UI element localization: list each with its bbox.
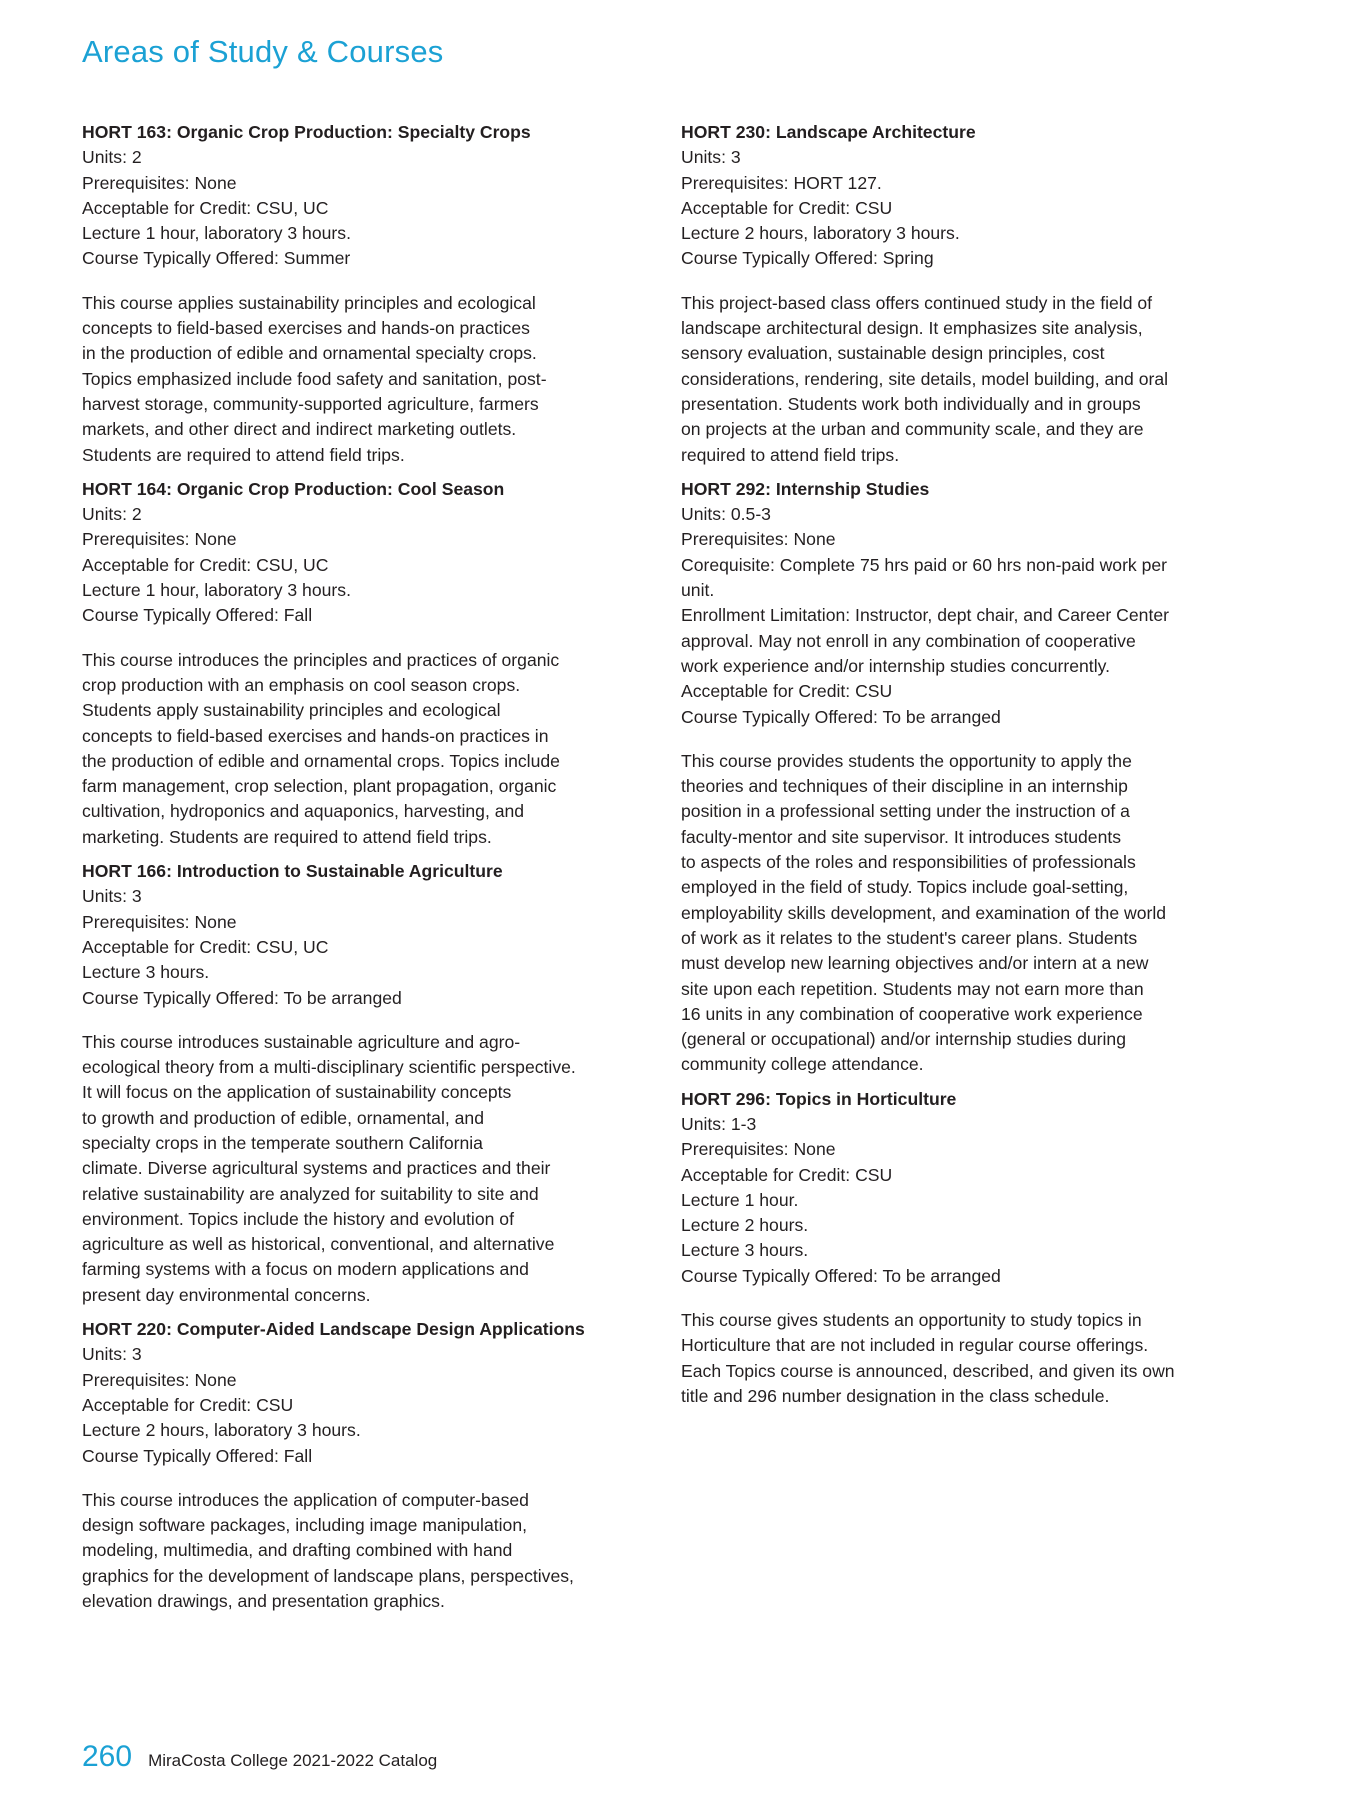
course-meta-line: Prerequisites: None bbox=[82, 911, 237, 932]
course-description-line: Each Topics course is announced, described, and given its own bbox=[681, 1360, 1175, 1381]
course-title: HORT 166: Introduction to Sustainable Agriculture bbox=[82, 861, 503, 882]
course-meta-line: Prerequisites: None bbox=[681, 529, 836, 550]
course-meta-line: Acceptable for Credit: CSU, UC bbox=[82, 197, 329, 218]
course-meta-line: Lecture 2 hours, laboratory 3 hours. bbox=[82, 1420, 361, 1441]
course-block bbox=[681, 1087, 1253, 1410]
course-meta-line: Lecture 2 hours, laboratory 3 hours. bbox=[681, 223, 960, 244]
catalog-name: MiraCosta College 2021-2022 Catalog bbox=[148, 1751, 438, 1770]
course-description-line: harvest storage, community-supported agriculture, farmers bbox=[82, 393, 539, 414]
course-description-line: must develop new learning objectives and/or intern at a new bbox=[681, 953, 1149, 974]
course-description-line: concepts to field-based exercises and hands-on practices bbox=[82, 318, 530, 339]
page-footer bbox=[82, 1740, 437, 1774]
course-description-line: community college attendance. bbox=[681, 1054, 924, 1075]
course-description-line: relative sustainability are analyzed for suitability to site and bbox=[82, 1183, 539, 1204]
course-meta-line: Lecture 1 hour, laboratory 3 hours. bbox=[82, 223, 351, 244]
course-description-line: crop production with an emphasis on cool season crops. bbox=[82, 674, 521, 695]
course-description bbox=[681, 1308, 1253, 1409]
course-title: HORT 220: Computer-Aided Landscape Design Applications bbox=[82, 1319, 585, 1340]
course-description-line: This course applies sustainability principles and ecological bbox=[82, 292, 536, 313]
course-meta-line: Course Typically Offered: Spring bbox=[681, 248, 934, 269]
course-description bbox=[82, 291, 654, 468]
course-meta-line: Units: 3 bbox=[82, 1344, 142, 1365]
course-description-line: ecological theory from a multi-disciplinary scientific perspective. bbox=[82, 1057, 576, 1078]
course-description-line: to growth and production of edible, ornamental, and bbox=[82, 1107, 484, 1128]
course-description-line: specialty crops in the temperate southern California bbox=[82, 1132, 483, 1153]
page-number: 260 bbox=[82, 1740, 133, 1773]
course-description-line: site upon each repetition. Students may not earn more than bbox=[681, 978, 1144, 999]
course-description-line: the production of edible and ornamental crops. Topics include bbox=[82, 750, 560, 771]
course-meta-line: Course Typically Offered: To be arranged bbox=[681, 706, 1001, 727]
course-block bbox=[82, 1317, 654, 1614]
course-description bbox=[82, 1030, 654, 1308]
course-title: HORT 292: Internship Studies bbox=[681, 478, 930, 499]
course-meta-line: Lecture 1 hour. bbox=[681, 1189, 799, 1210]
course-meta-line: Course Typically Offered: Summer bbox=[82, 248, 351, 269]
course-description bbox=[681, 291, 1253, 468]
course-description-line: farm management, crop selection, plant propagation, organic bbox=[82, 776, 557, 797]
course-description-line: required to attend field trips. bbox=[681, 444, 900, 465]
course-meta-line: Lecture 1 hour, laboratory 3 hours. bbox=[82, 580, 351, 601]
course-block bbox=[82, 120, 654, 468]
course-description-line: agriculture as well as historical, conventional, and alternative bbox=[82, 1234, 555, 1255]
course-description-line: in the production of edible and ornamental specialty crops. bbox=[82, 343, 537, 364]
course-description-line: Topics emphasized include food safety and sanitation, post- bbox=[82, 368, 547, 389]
course-description-line: marketing. Students are required to attend field trips. bbox=[82, 826, 492, 847]
course-description bbox=[82, 648, 654, 850]
course-description-line: landscape architectural design. It emphasizes site analysis, bbox=[681, 318, 1143, 339]
course-meta-line: Prerequisites: None bbox=[82, 529, 237, 550]
course-meta-line: Units: 1-3 bbox=[681, 1113, 757, 1134]
course-description-line: concepts to field-based exercises and hands-on practices in bbox=[82, 725, 549, 746]
course-meta-line: Units: 2 bbox=[82, 147, 142, 168]
course-description-line: farming systems with a focus on modern applications and bbox=[82, 1259, 529, 1280]
course-description-line: This course gives students an opportunity to study topics in bbox=[681, 1310, 1142, 1331]
course-title: HORT 296: Topics in Horticulture bbox=[681, 1088, 957, 1109]
course-meta-line: Acceptable for Credit: CSU bbox=[82, 1394, 294, 1415]
course-description-line: considerations, rendering, site details, model building, and oral bbox=[681, 368, 1169, 389]
right-column bbox=[681, 120, 1253, 1418]
course-block bbox=[82, 477, 654, 850]
course-meta-line: Course Typically Offered: Fall bbox=[82, 1445, 313, 1466]
course-description-line: Horticulture that are not included in regular course offerings. bbox=[681, 1335, 1149, 1356]
course-description-line: cultivation, hydroponics and aquaponics, harvesting, and bbox=[82, 801, 525, 822]
course-meta-line: Course Typically Offered: To be arranged bbox=[681, 1265, 1001, 1286]
course-description-line: This course provides students the opportunity to apply the bbox=[681, 750, 1132, 771]
course-meta-line: Acceptable for Credit: CSU, UC bbox=[82, 554, 329, 575]
course-description-line: This course introduces the application of computer-based bbox=[82, 1489, 529, 1510]
course-meta-line: Prerequisites: HORT 127. bbox=[681, 172, 882, 193]
course-title: HORT 164: Organic Crop Production: Cool Season bbox=[82, 478, 505, 499]
course-description-line: present day environmental concerns. bbox=[82, 1284, 371, 1305]
course-meta-line: Course Typically Offered: To be arranged bbox=[82, 987, 402, 1008]
course-meta-line: Course Typically Offered: Fall bbox=[82, 605, 313, 626]
course-description bbox=[82, 1488, 654, 1614]
course-description-line: Students are required to attend field trips. bbox=[82, 444, 405, 465]
course-description bbox=[681, 749, 1253, 1078]
course-meta-line: Enrollment Limitation: Instructor, dept chair, and Career Center bbox=[681, 605, 1169, 626]
course-description-line: design software packages, including image manipulation, bbox=[82, 1515, 527, 1536]
course-description-line: This course introduces sustainable agriculture and agro- bbox=[82, 1031, 521, 1052]
course-description-line: This course introduces the principles and practices of organic bbox=[82, 649, 560, 670]
course-description-line: modeling, multimedia, and drafting combined with hand bbox=[82, 1540, 513, 1561]
course-block bbox=[82, 859, 654, 1308]
course-description-line: theories and techniques of their discipline in an internship bbox=[681, 776, 1128, 797]
course-description-line: of work as it relates to the student's career plans. Students bbox=[681, 927, 1138, 948]
course-description-line: position in a professional setting under the instruction of a bbox=[681, 801, 1130, 822]
course-meta-line: Corequisite: Complete 75 hrs paid or 60 hrs non-paid work per bbox=[681, 554, 1168, 575]
course-description-line: Students apply sustainability principles and ecological bbox=[82, 700, 501, 721]
course-description-line: employed in the field of study. Topics include goal-setting, bbox=[681, 877, 1129, 898]
course-description-line: It will focus on the application of sustainability concepts bbox=[82, 1082, 512, 1103]
course-meta-line: Lecture 3 hours. bbox=[82, 962, 210, 983]
course-description-line: markets, and other direct and indirect marketing outlets. bbox=[82, 419, 517, 440]
course-description-line: 16 units in any combination of cooperative work experience bbox=[681, 1003, 1143, 1024]
course-description-line: This project-based class offers continued study in the field of bbox=[681, 292, 1153, 313]
course-meta-line: unit. bbox=[681, 580, 715, 601]
course-description-line: environment. Topics include the history and evolution of bbox=[82, 1208, 514, 1229]
course-meta-line: Prerequisites: None bbox=[82, 172, 237, 193]
course-meta-line: Units: 2 bbox=[82, 504, 142, 525]
course-description-line: faculty-mentor and site supervisor. It introduces students bbox=[681, 826, 1122, 847]
course-meta-line: Units: 0.5-3 bbox=[681, 504, 771, 525]
page-title: Areas of Study & Courses bbox=[82, 34, 444, 69]
course-description-line: graphics for the development of landscape plans, perspectives, bbox=[82, 1565, 574, 1586]
course-meta-line: Lecture 2 hours. bbox=[681, 1215, 809, 1236]
left-column bbox=[82, 120, 654, 1623]
course-meta-line: work experience and/or internship studies concurrently. bbox=[681, 655, 1110, 676]
course-meta-line: Units: 3 bbox=[681, 147, 741, 168]
course-description-line: presentation. Students work both individually and in groups bbox=[681, 393, 1141, 414]
course-meta-line: approval. May not enroll in any combination of cooperative bbox=[681, 630, 1136, 651]
course-title: HORT 163: Organic Crop Production: Specialty Crops bbox=[82, 122, 531, 142]
course-meta-line: Acceptable for Credit: CSU bbox=[681, 1164, 893, 1185]
course-title: HORT 230: Landscape Architecture bbox=[681, 122, 976, 142]
course-meta-line: Prerequisites: None bbox=[681, 1139, 836, 1160]
course-description-line: (general or occupational) and/or internship studies during bbox=[681, 1029, 1126, 1050]
course-block bbox=[681, 477, 1253, 1078]
course-meta-line: Acceptable for Credit: CSU, UC bbox=[82, 936, 329, 957]
course-description-line: to aspects of the roles and responsibilities of professionals bbox=[681, 852, 1136, 873]
course-meta-line: Acceptable for Credit: CSU bbox=[681, 197, 893, 218]
course-meta-line: Acceptable for Credit: CSU bbox=[681, 681, 893, 702]
course-description-line: title and 296 number designation in the class schedule. bbox=[681, 1385, 1110, 1406]
course-meta-line: Units: 3 bbox=[82, 886, 142, 907]
course-description-line: elevation drawings, and presentation graphics. bbox=[82, 1591, 445, 1612]
course-meta-line: Lecture 3 hours. bbox=[681, 1240, 809, 1261]
course-description-line: on projects at the urban and community scale, and they are bbox=[681, 419, 1144, 440]
course-block bbox=[681, 120, 1253, 468]
course-description-line: employability skills development, and examination of the world bbox=[681, 902, 1167, 923]
course-description-line: climate. Diverse agricultural systems and practices and their bbox=[82, 1158, 551, 1179]
course-meta-line: Prerequisites: None bbox=[82, 1369, 237, 1390]
course-description-line: sensory evaluation, sustainable design principles, cost bbox=[681, 343, 1105, 364]
